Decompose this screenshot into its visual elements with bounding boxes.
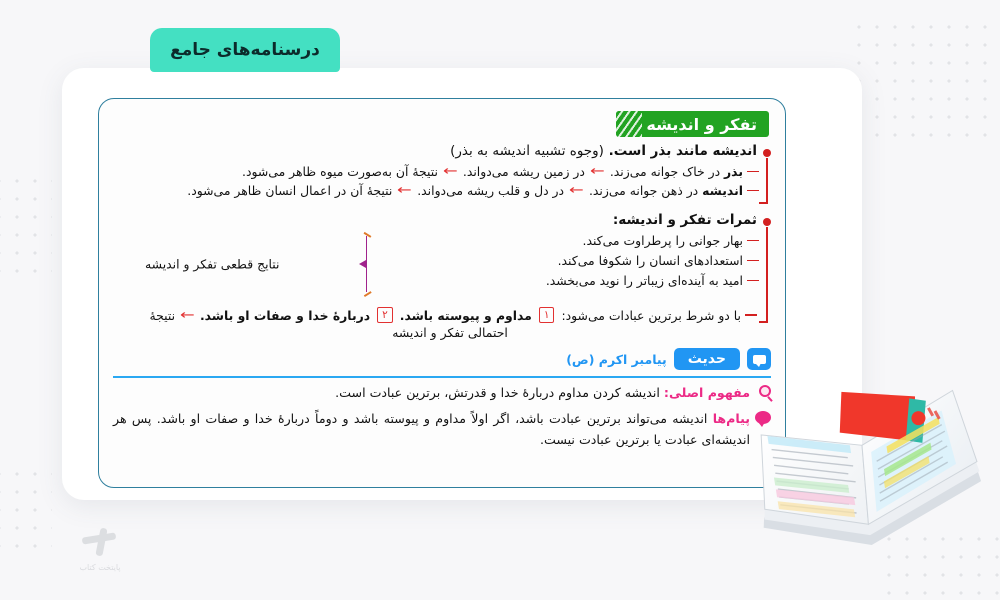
result-item-2-text: استعدادهای انسان را شکوفا می‌کند. [557,253,743,268]
seed-row-2-part2: در دل و قلب ریشه می‌دواند. [417,183,565,198]
seed-row-1-part1: بذر در خاک جوانه می‌زند. [609,164,743,179]
section-badge-label: تفکر و اندیشه [646,114,757,134]
tick-mark-icon [747,190,759,192]
tick-mark-icon [747,240,759,242]
bullet-1-bold: اندیشه مانند بذر است. [608,143,757,159]
seed-row-2-part1: اندیشه در ذهن جوانه می‌زند. [588,183,743,198]
messages-text: پیام‌ها اندیشه می‌تواند برترین عبادت باشد، اگر اولاً مداوم و پیوسته باشد و دوماً دربارهٔ خدا و صفات او باشد. پس هر اندیشه‌ای عبادت یا برترین عبادت نیست. [113,410,750,447]
result-item-3 [113,273,761,288]
seed-row-1-part2: در زمین ریشه می‌دواند. [462,164,585,179]
arrow-icon: ← [180,307,195,323]
dot-pattern-left [0,172,52,282]
condition-2-text: دربارهٔ خدا و صفات او باشد. [199,307,371,323]
condition-row [113,307,759,323]
speech-bubble-icon [747,348,771,370]
arrow-icon: ← [443,164,458,179]
block-fruits-of-thought [113,212,771,340]
tick-mark-icon [747,260,759,262]
brace-icon [359,233,373,295]
brace-nib [359,260,366,268]
stripe-pattern-icon [616,111,642,137]
bullet-1-normal: (وجوه تشبیه اندیشه به بذر) [450,143,604,159]
seed-row-2-part3: نتیجهٔ آن در اعمال انسان ظاهر می‌شود. [187,183,393,198]
results-group [113,233,771,303]
tick-mark-icon [745,314,757,316]
bullet-1-text [450,143,757,159]
result-item-1-text: بهار جوانی را پرطراوت می‌کند. [582,233,743,248]
tick-mark-icon [747,171,759,173]
hadith-header [113,348,771,370]
open-book-image [738,366,995,575]
condition-result-1: نتیجهٔ [149,307,176,323]
dot-pattern-top-right [850,18,1000,143]
bullet-2-header [113,212,771,228]
brand-mark-icon [78,525,122,559]
bullet-dot-icon [763,149,771,157]
condition-result-2: احتمالی تفکر و اندیشه [392,325,508,340]
hadith-source: پیامبر اکرم (ص) [566,351,667,367]
lesson-page [98,98,786,488]
condition-1-text: مداوم و پیوسته باشد. [399,307,532,323]
watermark-text: پایتخت کتاب [79,563,121,572]
number-box-2: ۲ [377,307,393,323]
main-concept-row [113,383,771,404]
number-box-1: ۱ [539,307,555,323]
section-badge [616,111,769,137]
brace-label: نتایج قطعی تفکر و اندیشه [145,256,280,272]
messages-key: پیام‌ها [712,410,750,426]
result-item-3-text: امید به آینده‌ای زیباتر را نوید می‌بخشد. [545,273,743,288]
seed-row-2 [113,183,761,198]
result-item-1 [113,233,761,248]
top-tab-label: درسنامه‌های جامع [170,40,320,60]
messages-row [113,409,771,451]
bullet-dot-icon [763,218,771,226]
seed-row-1 [113,164,761,179]
arrow-icon: ← [569,183,584,198]
seed-row-1-part3: نتیجهٔ آن به‌صورت میوه ظاهر می‌شود. [242,164,438,179]
main-concept-text: مفهوم اصلی: اندیشه کردن مداوم دربارهٔ خدا و قدرتش، برترین عبادت است. [335,385,750,400]
block-hadith [113,348,771,450]
divider-blue [113,376,771,378]
arrow-icon: ← [397,183,413,198]
condition-lead: با دو شرط برترین عبادات می‌شود: [561,307,741,323]
dot-pattern-bottom-left [0,465,52,560]
block-seed-analogy [113,143,771,198]
tick-mark-icon [747,280,759,282]
arrow-icon: ← [590,164,605,179]
hadith-badge-label: حدیث [674,348,740,370]
top-tab-comprehensive-lessons[interactable] [150,28,340,72]
bullet-2-text: ثمرات تفکر و اندیشه: [612,212,757,228]
connector-line-1 [766,158,768,204]
bullet-1-header [113,143,771,159]
watermark-logo [52,525,148,572]
main-concept-key: مفهوم اصلی: [663,385,750,400]
lesson-body [113,143,771,450]
